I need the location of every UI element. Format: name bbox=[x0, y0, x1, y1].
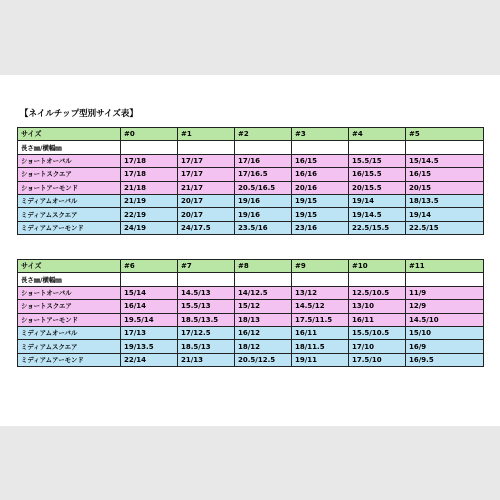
size-cell: 16/9 bbox=[406, 340, 484, 353]
table-row bbox=[18, 300, 484, 313]
size-cell: 17/18 bbox=[121, 154, 178, 167]
header-cell: #10 bbox=[349, 260, 406, 273]
size-cell: 19/11 bbox=[292, 353, 349, 366]
size-cell: 17/16.5 bbox=[235, 168, 292, 181]
size-cell: 24/17.5 bbox=[178, 221, 235, 234]
size-cell: 19/13.5 bbox=[121, 340, 178, 353]
empty-cell bbox=[349, 273, 406, 286]
row-label: ショートスクエア bbox=[18, 168, 121, 181]
subheader-cell: 長さ㎜/横幅㎜ bbox=[18, 273, 121, 286]
size-cell: 15/10 bbox=[406, 326, 484, 339]
size-cell: 16/9.5 bbox=[406, 353, 484, 366]
size-cell: 19/15 bbox=[292, 208, 349, 221]
size-cell: 13/12 bbox=[292, 286, 349, 299]
empty-cell bbox=[406, 141, 484, 154]
empty-cell bbox=[235, 141, 292, 154]
size-cell: 19/16 bbox=[235, 208, 292, 221]
size-cell: 20/15.5 bbox=[349, 181, 406, 194]
header-cell: #2 bbox=[235, 128, 292, 141]
size-cell: 19/14.5 bbox=[349, 208, 406, 221]
size-cell: 14.5/12 bbox=[292, 300, 349, 313]
header-cell: #1 bbox=[178, 128, 235, 141]
size-cell: 17/16 bbox=[235, 154, 292, 167]
size-cell: 16/11 bbox=[349, 313, 406, 326]
header-cell: #9 bbox=[292, 260, 349, 273]
size-cell: 21/13 bbox=[178, 353, 235, 366]
size-cell: 14.5/10 bbox=[406, 313, 484, 326]
empty-cell bbox=[178, 141, 235, 154]
table-row bbox=[18, 340, 484, 353]
size-cell: 18/13.5 bbox=[406, 194, 484, 207]
empty-cell bbox=[178, 273, 235, 286]
empty-cell bbox=[292, 273, 349, 286]
header-cell: サイズ bbox=[18, 260, 121, 273]
size-cell: 13/10 bbox=[349, 300, 406, 313]
table-row bbox=[18, 353, 484, 366]
header-cell: サイズ bbox=[18, 128, 121, 141]
empty-cell bbox=[235, 273, 292, 286]
size-cell: 16/14 bbox=[121, 300, 178, 313]
size-cell: 21/19 bbox=[121, 194, 178, 207]
row-label: ショートアーモンド bbox=[18, 181, 121, 194]
table-row bbox=[18, 194, 484, 207]
size-cell: 17/17 bbox=[178, 168, 235, 181]
size-cell: 20/16 bbox=[292, 181, 349, 194]
size-cell: 22/14 bbox=[121, 353, 178, 366]
size-cell: 18.5/13.5 bbox=[178, 313, 235, 326]
size-cell: 11/9 bbox=[406, 286, 484, 299]
size-cell: 21/18 bbox=[121, 181, 178, 194]
row-label: ショートアーモンド bbox=[18, 313, 121, 326]
header-cell: #5 bbox=[406, 128, 484, 141]
size-cell: 14.5/13 bbox=[178, 286, 235, 299]
size-cell: 16/15 bbox=[292, 154, 349, 167]
header-cell: #6 bbox=[121, 260, 178, 273]
row-label: ミディアムオーバル bbox=[18, 326, 121, 339]
size-cell: 18/12 bbox=[235, 340, 292, 353]
size-cell: 15/14 bbox=[121, 286, 178, 299]
header-cell: #4 bbox=[349, 128, 406, 141]
row-label: ミディアムアーモンド bbox=[18, 353, 121, 366]
size-cell: 15/12 bbox=[235, 300, 292, 313]
size-cell: 16/12 bbox=[235, 326, 292, 339]
table-row bbox=[18, 326, 484, 339]
header-cell: #0 bbox=[121, 128, 178, 141]
row-label: ミディアムスクエア bbox=[18, 208, 121, 221]
header-cell: #11 bbox=[406, 260, 484, 273]
size-cell: 24/19 bbox=[121, 221, 178, 234]
size-cell: 16/16 bbox=[292, 168, 349, 181]
table-row bbox=[18, 168, 484, 181]
size-cell: 15.5/10.5 bbox=[349, 326, 406, 339]
size-cell: 16/15 bbox=[406, 168, 484, 181]
row-label: ショートスクエア bbox=[18, 300, 121, 313]
header-cell: #7 bbox=[178, 260, 235, 273]
size-cell: 18/11.5 bbox=[292, 340, 349, 353]
size-cell: 20/17 bbox=[178, 208, 235, 221]
size-cell: 23.5/16 bbox=[235, 221, 292, 234]
row-label: ミディアムオーバル bbox=[18, 194, 121, 207]
size-cell: 18.5/13 bbox=[178, 340, 235, 353]
size-cell: 19.5/14 bbox=[121, 313, 178, 326]
row-label: ミディアムスクエア bbox=[18, 340, 121, 353]
size-cell: 20/17 bbox=[178, 194, 235, 207]
table-row bbox=[18, 181, 484, 194]
empty-cell bbox=[121, 273, 178, 286]
table-row bbox=[18, 221, 484, 234]
size-cell: 20/15 bbox=[406, 181, 484, 194]
size-cell: 19/14 bbox=[349, 194, 406, 207]
size-cell: 17.5/10 bbox=[349, 353, 406, 366]
table-row bbox=[18, 313, 484, 326]
document-page bbox=[0, 75, 500, 426]
row-label: ショートオーバル bbox=[18, 286, 121, 299]
size-cell: 18/13 bbox=[235, 313, 292, 326]
empty-cell bbox=[121, 141, 178, 154]
size-cell: 20.5/12.5 bbox=[235, 353, 292, 366]
size-cell: 17.5/11.5 bbox=[292, 313, 349, 326]
size-cell: 15.5/15 bbox=[349, 154, 406, 167]
size-cell: 22.5/15 bbox=[406, 221, 484, 234]
table-row bbox=[18, 208, 484, 221]
size-cell: 14/12.5 bbox=[235, 286, 292, 299]
header-cell: #3 bbox=[292, 128, 349, 141]
table-header-row bbox=[18, 260, 484, 273]
size-cell: 12.5/10.5 bbox=[349, 286, 406, 299]
table-subheader-row bbox=[18, 273, 484, 286]
size-cell: 17/13 bbox=[121, 326, 178, 339]
header-cell: #8 bbox=[235, 260, 292, 273]
document-title: 【ネイルチップ型別サイズ表】 bbox=[20, 109, 138, 119]
table-row bbox=[18, 286, 484, 299]
empty-cell bbox=[292, 141, 349, 154]
size-cell: 19/15 bbox=[292, 194, 349, 207]
size-cell: 17/18 bbox=[121, 168, 178, 181]
size-cell: 22.5/15.5 bbox=[349, 221, 406, 234]
empty-cell bbox=[349, 141, 406, 154]
table-subheader-row bbox=[18, 141, 484, 154]
size-cell: 23/16 bbox=[292, 221, 349, 234]
size-cell: 20.5/16.5 bbox=[235, 181, 292, 194]
size-cell: 21/17 bbox=[178, 181, 235, 194]
size-cell: 16/15.5 bbox=[349, 168, 406, 181]
size-cell: 12/9 bbox=[406, 300, 484, 313]
row-label: ミディアムアーモンド bbox=[18, 221, 121, 234]
size-table-6-11 bbox=[17, 259, 484, 367]
size-cell: 19/14 bbox=[406, 208, 484, 221]
table-header-row bbox=[18, 128, 484, 141]
size-cell: 17/10 bbox=[349, 340, 406, 353]
row-label: ショートオーバル bbox=[18, 154, 121, 167]
size-cell: 15/14.5 bbox=[406, 154, 484, 167]
size-table-0-5 bbox=[17, 127, 484, 235]
size-cell: 19/16 bbox=[235, 194, 292, 207]
size-cell: 22/19 bbox=[121, 208, 178, 221]
size-cell: 15.5/13 bbox=[178, 300, 235, 313]
size-cell: 16/11 bbox=[292, 326, 349, 339]
size-cell: 17/12.5 bbox=[178, 326, 235, 339]
size-cell: 17/17 bbox=[178, 154, 235, 167]
subheader-cell: 長さ㎜/横幅㎜ bbox=[18, 141, 121, 154]
table-row bbox=[18, 154, 484, 167]
empty-cell bbox=[406, 273, 484, 286]
